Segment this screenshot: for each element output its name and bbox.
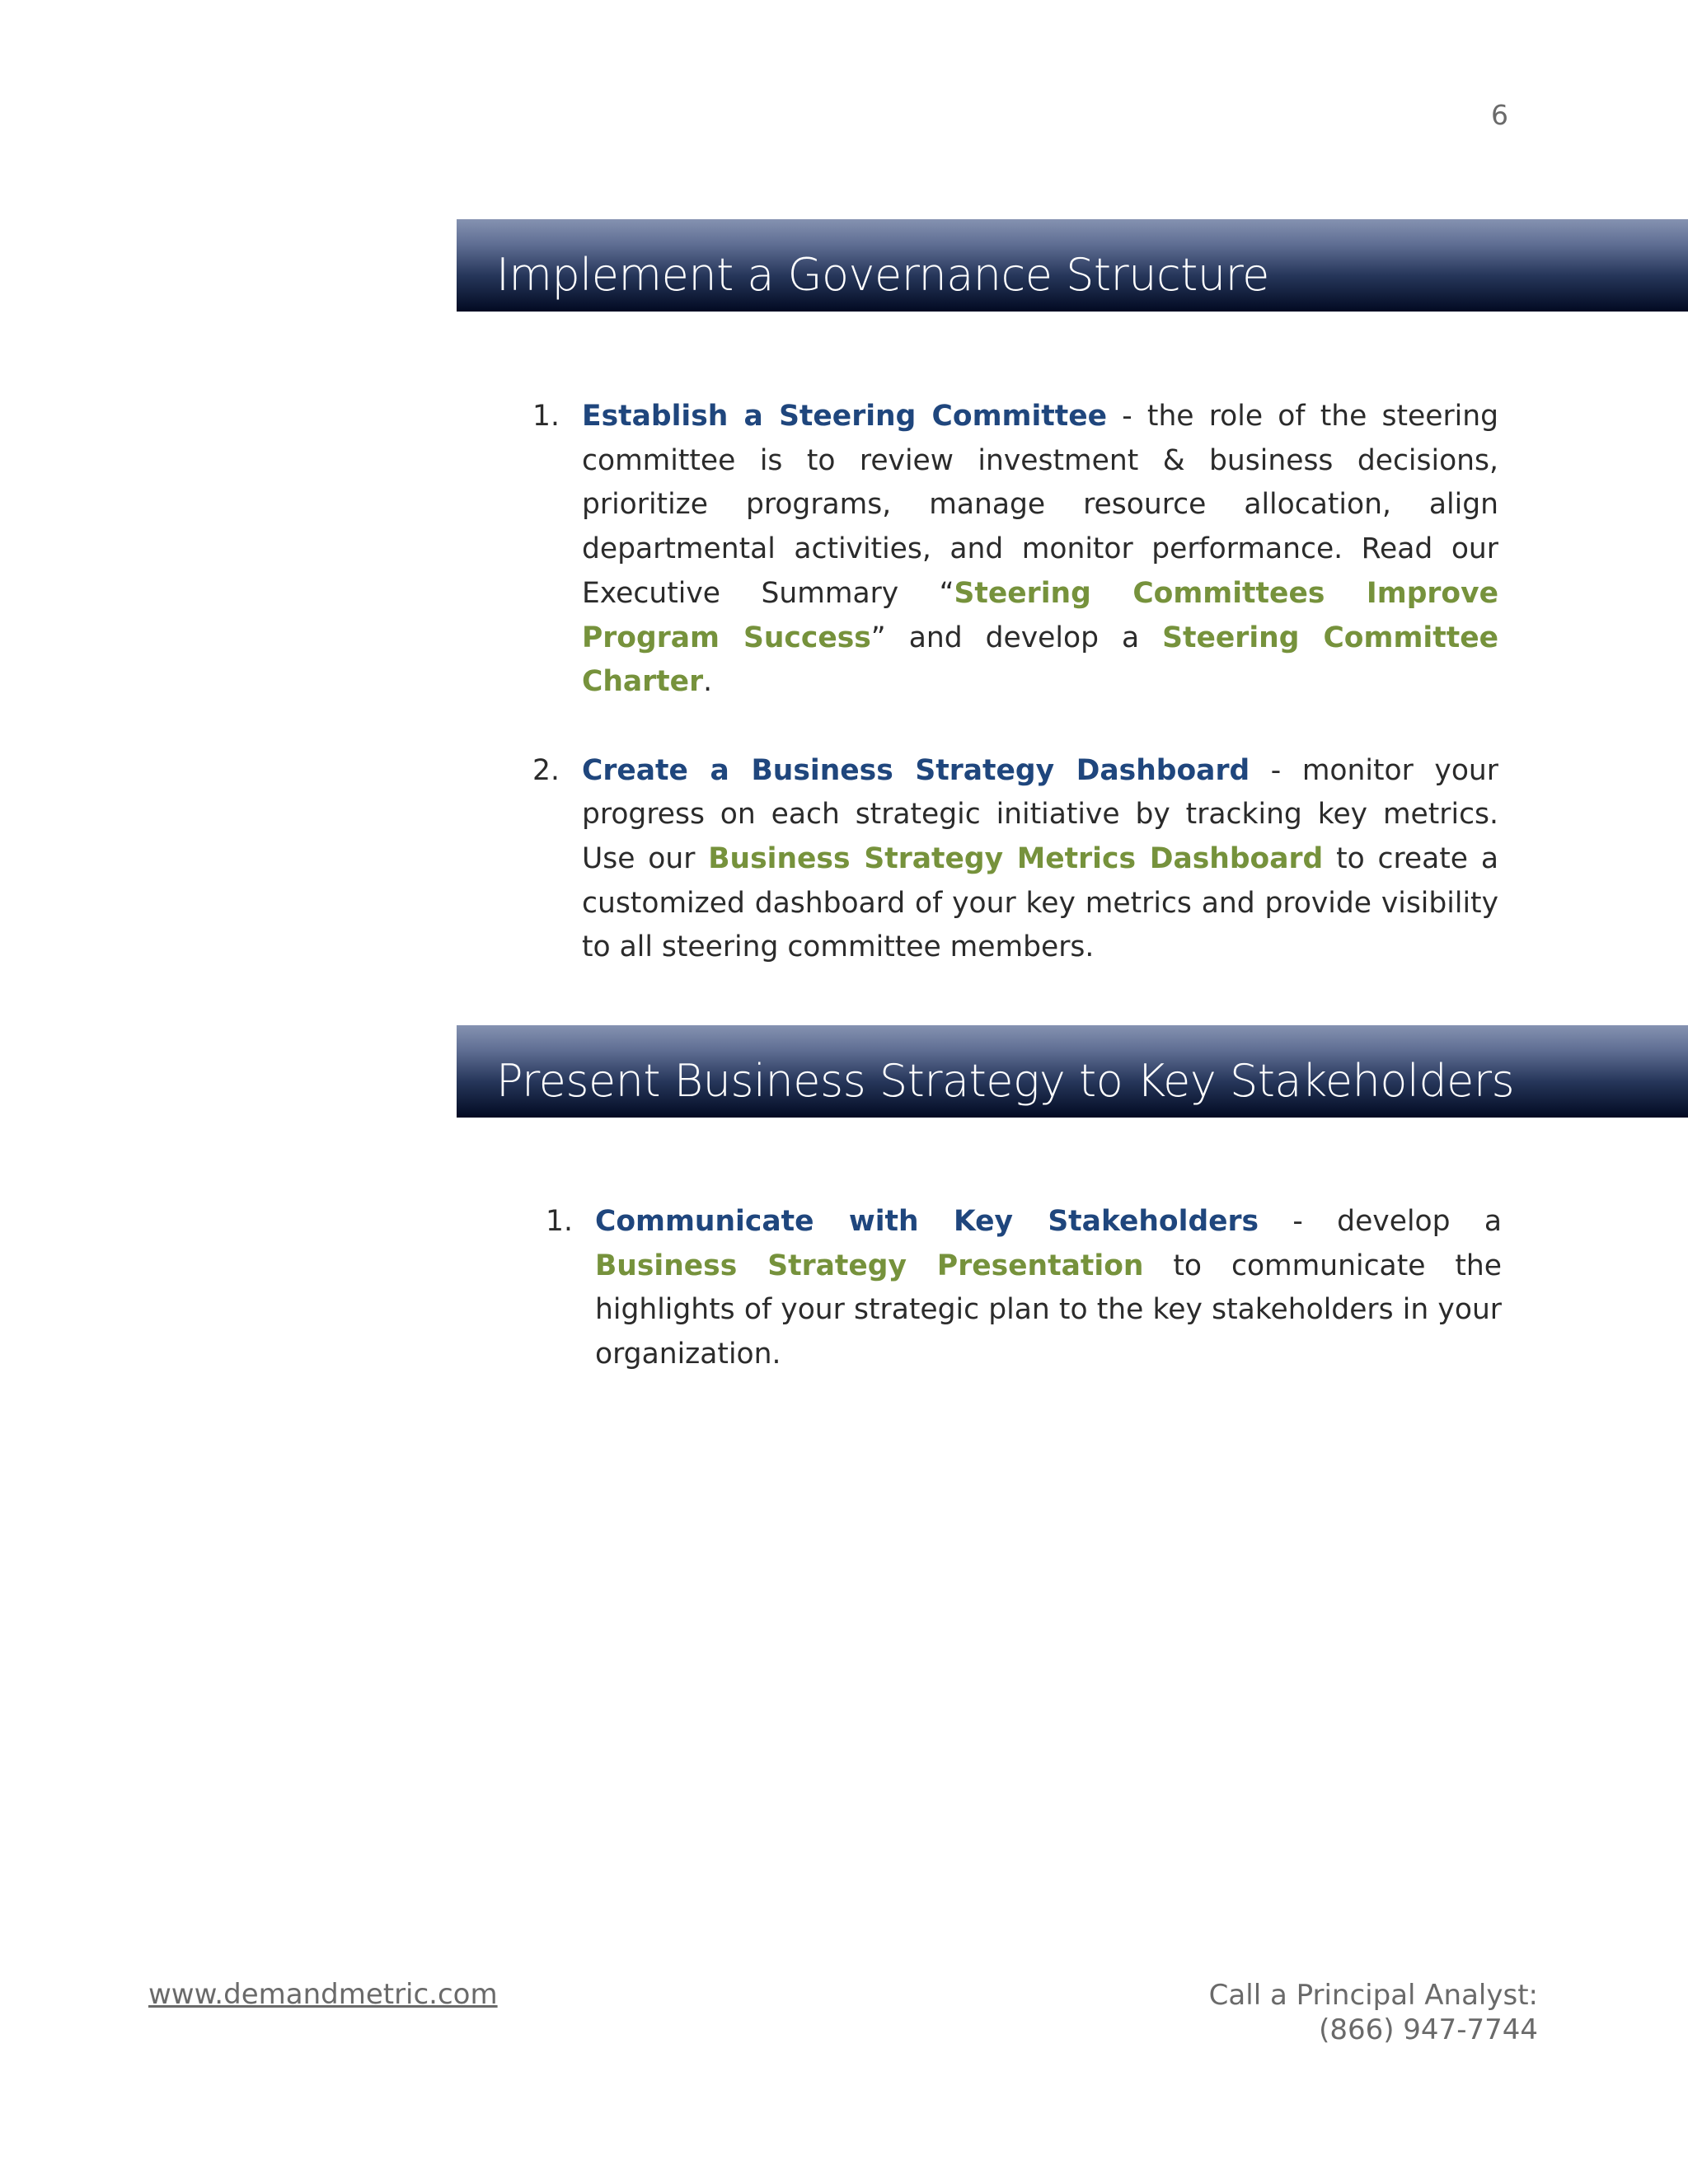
item-text: to create a customized dashboard of your key metrics and provide visibility to all steering committee members. xyxy=(582,842,1498,964)
item-heading: Establish a Steering Committee xyxy=(582,400,1108,433)
item-text: - the role of the steering committee is to review investment & business decisions, prioritize programs, manage resource allocation, align departmental activities, and monitor performance. Read our Executive Summary “ xyxy=(582,400,1499,610)
item-heading: Communicate with Key Stakeholders xyxy=(595,1205,1259,1238)
item-number: 1. xyxy=(532,400,560,433)
item-number: 2. xyxy=(532,753,560,787)
list-item xyxy=(546,1200,1502,1377)
section-banner-governance xyxy=(457,219,1688,312)
stakeholders-list xyxy=(546,1200,1502,1422)
item-text: to communicate the highlights of your strategic plan to the key stakeholders in your organization. xyxy=(595,1249,1502,1371)
resource-link-steering-committee-charter[interactable]: Steering Committee Charter xyxy=(582,621,1498,699)
resource-link-metrics-dashboard[interactable]: Business Strategy Metrics Dashboard xyxy=(708,842,1324,876)
footer-contact xyxy=(1209,1978,1538,2047)
governance-list xyxy=(532,395,1498,1015)
page-number: 6 xyxy=(1491,99,1508,131)
list-item xyxy=(532,395,1498,705)
call-label: Call a Principal Analyst: xyxy=(1208,1979,1538,2012)
list-item xyxy=(532,749,1498,971)
item-text: . xyxy=(703,665,713,699)
item-heading: Create a Business Strategy Dashboard xyxy=(582,753,1250,787)
phone-number: (866) 947-7744 xyxy=(1319,2013,1538,2046)
website-link[interactable]: www.demandmetric.com xyxy=(148,1978,498,2011)
section-title: Present Business Strategy to Key Stakeholders xyxy=(496,1054,1515,1107)
item-text: - monitor your progress on each strategic initiative by tracking key metrics. Use our xyxy=(582,753,1498,876)
item-number: 1. xyxy=(546,1205,573,1238)
section-title: Implement a Governance Structure xyxy=(496,248,1269,301)
resource-link-strategy-presentation[interactable]: Business Strategy Presentation xyxy=(595,1249,1144,1282)
item-text: - develop a xyxy=(1259,1205,1502,1238)
item-text: ” and develop a xyxy=(870,621,1163,654)
resource-link-steering-committees[interactable]: Steering Committees Improve Program Success xyxy=(582,576,1498,654)
section-banner-stakeholders xyxy=(457,1025,1688,1118)
